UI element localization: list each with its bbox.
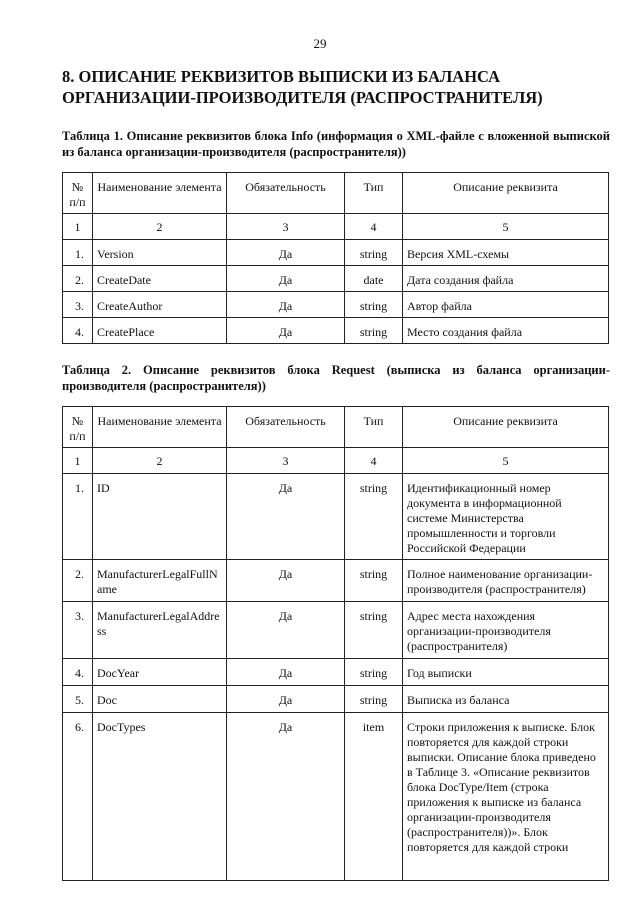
table2-column-numbers-row — [63, 448, 609, 474]
type-value: item — [345, 713, 403, 881]
row-index: 2. — [63, 560, 93, 602]
table2-header-description: Описание реквизита — [403, 407, 609, 448]
table1 — [62, 172, 609, 344]
column-number: 1 — [63, 214, 93, 240]
element-name: CreateDate — [93, 266, 227, 292]
description-value: Адрес места нахождения организации-производителя (распространителя) — [403, 602, 609, 659]
table-row — [63, 659, 609, 686]
table-row — [63, 318, 609, 344]
table-row — [63, 713, 609, 881]
row-index: 4. — [63, 659, 93, 686]
element-name: Version — [93, 240, 227, 266]
required-value: Да — [227, 240, 345, 266]
table-row — [63, 474, 609, 560]
required-value: Да — [227, 686, 345, 713]
description-value: Строки приложения к выписке. Блок повторяется для каждой строки выписки. Описание блока приведено в Таблице 3. «Описание реквизитов блока DocType/Item (строка приложения к выписке из баланса организации-производителя (распространителя))». Блок повторяется для каждой строки — [403, 713, 609, 881]
row-index: 6. — [63, 713, 93, 881]
element-name: DocTypes — [93, 713, 227, 881]
type-value: string — [345, 659, 403, 686]
required-value: Да — [227, 713, 345, 881]
table1-header-required: Обязательность — [227, 173, 345, 214]
row-index: 4. — [63, 318, 93, 344]
column-number: 2 — [93, 214, 227, 240]
description-value: Полное наименование организации-производителя (распространителя) — [403, 560, 609, 602]
table2-header-row — [63, 407, 609, 448]
table-row — [63, 292, 609, 318]
table1-header-type: Тип — [345, 173, 403, 214]
table-row — [63, 240, 609, 266]
table-row — [63, 602, 609, 659]
column-number: 1 — [63, 448, 93, 474]
table2-header-num: № п/п — [63, 407, 93, 448]
row-index: 5. — [63, 686, 93, 713]
table2-header-name: Наименование элемента — [93, 407, 227, 448]
column-number: 4 — [345, 214, 403, 240]
column-number: 3 — [227, 214, 345, 240]
row-index: 2. — [63, 266, 93, 292]
element-name: CreatePlace — [93, 318, 227, 344]
table2-header-required: Обязательность — [227, 407, 345, 448]
table-row — [63, 266, 609, 292]
table2 — [62, 406, 609, 881]
table1-header-row — [63, 173, 609, 214]
column-number: 2 — [93, 448, 227, 474]
table2-header-type: Тип — [345, 407, 403, 448]
description-value: Место создания файла — [403, 318, 609, 344]
element-name: ManufacturerLegalFullName — [93, 560, 227, 602]
section-title: 8. ОПИСАНИЕ РЕКВИЗИТОВ ВЫПИСКИ ИЗ БАЛАНСА ОРГАНИЗАЦИИ-ПРОИЗВОДИТЕЛЯ (РАСПРОСТРАНИТЕЛЯ) — [62, 67, 543, 107]
type-value: date — [345, 266, 403, 292]
description-value: Версия XML-схемы — [403, 240, 609, 266]
type-value: string — [345, 602, 403, 659]
column-number: 4 — [345, 448, 403, 474]
table2-caption: Таблица 2. Описание реквизитов блока Request (выписка из баланса организации-производителя (распространителя)) — [62, 363, 610, 393]
element-name: DocYear — [93, 659, 227, 686]
description-value: Идентификационный номер документа в информационной системе Министерства промышленности и торговли Российской Федерации — [403, 474, 609, 560]
column-number: 5 — [403, 448, 609, 474]
type-value: string — [345, 686, 403, 713]
table1-header-num: № п/п — [63, 173, 93, 214]
column-number: 3 — [227, 448, 345, 474]
required-value: Да — [227, 560, 345, 602]
type-value: string — [345, 560, 403, 602]
table1-caption: Таблица 1. Описание реквизитов блока Info (информация о XML-файле с вложенной выпиской из баланса организации-производителя (распространителя)) — [62, 129, 610, 159]
table1-header-description: Описание реквизита — [403, 173, 609, 214]
table-row — [63, 560, 609, 602]
row-index: 1. — [63, 240, 93, 266]
element-name: ManufacturerLegalAddress — [93, 602, 227, 659]
description-value: Дата создания файла — [403, 266, 609, 292]
type-value: string — [345, 292, 403, 318]
type-value: string — [345, 474, 403, 560]
required-value: Да — [227, 266, 345, 292]
row-index: 1. — [63, 474, 93, 560]
description-value: Выписка из баланса — [403, 686, 609, 713]
required-value: Да — [227, 292, 345, 318]
element-name: Doc — [93, 686, 227, 713]
required-value: Да — [227, 659, 345, 686]
table1-header-name: Наименование элемента — [93, 173, 227, 214]
type-value: string — [345, 240, 403, 266]
required-value: Да — [227, 602, 345, 659]
description-value: Год выписки — [403, 659, 609, 686]
page-number: 29 — [313, 36, 327, 51]
table1-column-numbers-row — [63, 214, 609, 240]
description-value: Автор файла — [403, 292, 609, 318]
table-row — [63, 686, 609, 713]
row-index: 3. — [63, 602, 93, 659]
required-value: Да — [227, 474, 345, 560]
row-index: 3. — [63, 292, 93, 318]
required-value: Да — [227, 318, 345, 344]
element-name: ID — [93, 474, 227, 560]
type-value: string — [345, 318, 403, 344]
column-number: 5 — [403, 214, 609, 240]
element-name: CreateAuthor — [93, 292, 227, 318]
